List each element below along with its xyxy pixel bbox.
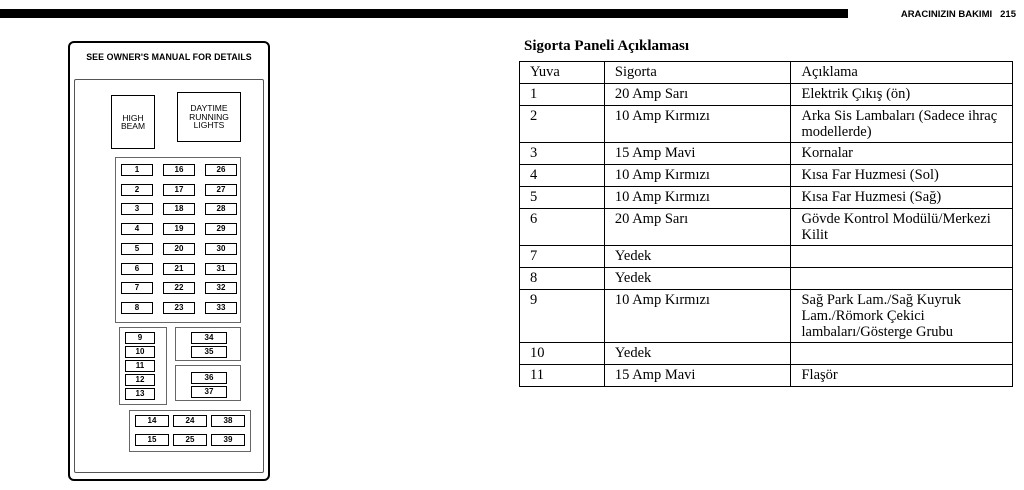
cell-aciklama [791,246,1013,268]
cell-aciklama: Sağ Park Lam./Sağ Kuyruk Lam./Römork Çekici lambaları/Gösterge Grubu [791,290,1013,343]
cell-aciklama: Kısa Far Huzmesi (Sol) [791,165,1013,187]
fuse-slot: 19 [163,223,195,235]
cell-yuva: 7 [520,246,605,268]
fuse-panel-inner [74,79,264,473]
fuse-slot: 6 [121,263,153,275]
cell-sigorta: 10 Amp Kırmızı [604,290,791,343]
cell-sigorta: 20 Amp Sarı [604,84,791,106]
table-row [520,165,1013,187]
table-header-row [520,62,1013,84]
fuse-slot: 10 [125,346,155,358]
cell-sigorta: Yedek [604,268,791,290]
fuse-slot: 11 [125,360,155,372]
table-row [520,246,1013,268]
cell-sigorta: 10 Amp Kırmızı [604,106,791,143]
cell-aciklama: Kısa Far Huzmesi (Sağ) [791,187,1013,209]
table-row [520,187,1013,209]
header-rule [0,9,848,18]
cell-sigorta: Yedek [604,343,791,365]
fuse-slot: 25 [173,434,207,446]
cell-sigorta: 15 Amp Mavi [604,143,791,165]
fuse-slot: 32 [205,282,237,294]
fuse-slot: 18 [163,203,195,215]
fuse-slot: 39 [211,434,245,446]
fuse-slot: 7 [121,282,153,294]
fuse-slot: 13 [125,388,155,400]
table-row [520,343,1013,365]
cell-sigorta: Yedek [604,246,791,268]
fuse-slot: 21 [163,263,195,275]
fuse-slot: 24 [173,415,207,427]
section-title: Sigorta Paneli Açıklaması [524,38,689,54]
cell-aciklama: Elektrik Çıkış (ön) [791,84,1013,106]
fuse-slot: 22 [163,282,195,294]
fuse-slot: 2 [121,184,153,196]
cell-aciklama [791,343,1013,365]
fuse-slot: 16 [163,164,195,176]
fuse-slot: 29 [205,223,237,235]
fuse-slot: 14 [135,415,169,427]
table-row [520,365,1013,387]
table-row [520,268,1013,290]
cell-yuva: 5 [520,187,605,209]
page-number: 215 [1000,9,1016,20]
fuse-slot: 28 [205,203,237,215]
table-row [520,209,1013,246]
cell-yuva: 10 [520,343,605,365]
fuse-slot: 9 [125,332,155,344]
fuse-slot: 20 [163,243,195,255]
fuse-slot: 17 [163,184,195,196]
fuse-slot: 30 [205,243,237,255]
cell-aciklama: Flaşör [791,365,1013,387]
fuse-slot: 15 [135,434,169,446]
fuse-slot: 3 [121,203,153,215]
fuse-slot: 8 [121,302,153,314]
fuse-slot: 26 [205,164,237,176]
table-row [520,106,1013,143]
cell-yuva: 2 [520,106,605,143]
panel-label: SEE OWNER'S MANUAL FOR DETAILS [86,52,252,62]
fuse-slot: 23 [163,302,195,314]
fuse-description-table [519,61,1013,387]
table-row [520,143,1013,165]
cell-yuva: 9 [520,290,605,343]
running-header [870,9,1016,21]
fuse-slot: 33 [205,302,237,314]
cell-sigorta: 10 Amp Kırmızı [604,187,791,209]
cell-aciklama [791,268,1013,290]
cell-sigorta: 10 Amp Kırmızı [604,165,791,187]
cell-yuva: 8 [520,268,605,290]
cell-sigorta: 20 Amp Sarı [604,209,791,246]
header-sigorta: Sigorta [604,62,791,84]
fuse-slot: 35 [191,346,227,358]
fuse-slot: 1 [121,164,153,176]
fuse-slot: 37 [191,386,227,398]
fuse-slot: 5 [121,243,153,255]
fuse-slot: 27 [205,184,237,196]
fuse-slot: 12 [125,374,155,386]
fuse-panel-diagram [68,41,270,481]
cell-sigorta: 15 Amp Mavi [604,365,791,387]
header-aciklama: Açıklama [791,62,1013,84]
cell-yuva: 3 [520,143,605,165]
table-row [520,84,1013,106]
fuse-slot: 4 [121,223,153,235]
fuse-slot: 38 [211,415,245,427]
cell-yuva: 11 [520,365,605,387]
fuse-slot: 36 [191,372,227,384]
header-section: ARACINIZIN BAKIMI [900,9,993,20]
main-fuse-block [115,157,241,323]
cell-aciklama: Gövde Kontrol Modülü/Merkezi Kilit [791,209,1013,246]
cell-aciklama: Kornalar [791,143,1013,165]
relay-daytime-running-lights: DAYTIME RUNNING LIGHTS [177,92,241,142]
table-row [520,290,1013,343]
header-yuva: Yuva [520,62,605,84]
fuse-slot: 31 [205,263,237,275]
cell-yuva: 4 [520,165,605,187]
relay-high-beam: HIGH BEAM [111,95,155,149]
cell-yuva: 6 [520,209,605,246]
fuse-slot: 34 [191,332,227,344]
cell-yuva: 1 [520,84,605,106]
cell-aciklama: Arka Sis Lambaları (Sadece ihraç modellerde) [791,106,1013,143]
